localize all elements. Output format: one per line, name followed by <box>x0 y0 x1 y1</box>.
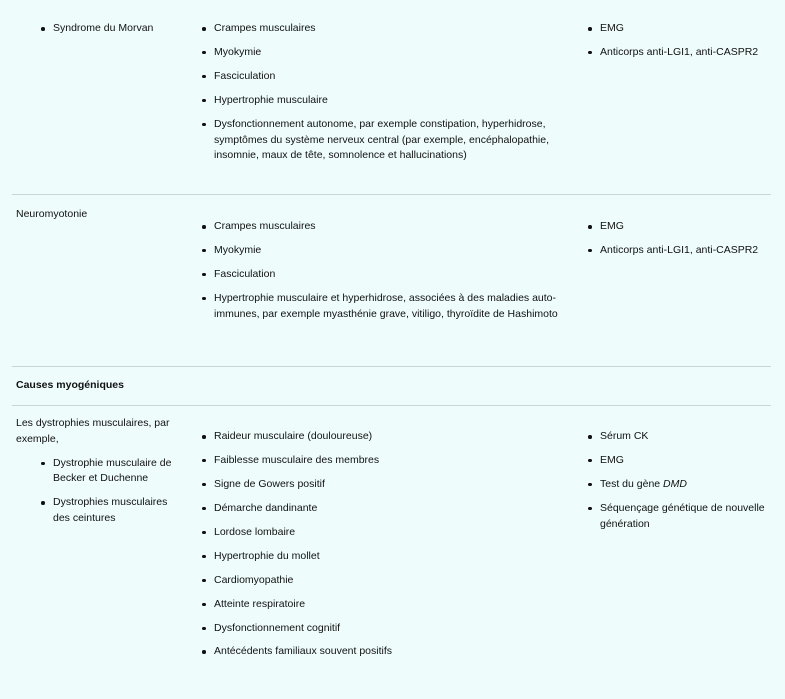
list-item: Fasciculation <box>199 69 569 85</box>
list-item: Lordose lombaire <box>199 525 569 541</box>
cause-cell <box>16 416 176 535</box>
list-item: EMG <box>585 219 770 235</box>
list-item <box>585 477 770 493</box>
symptoms-cell <box>199 429 569 668</box>
list-item: Séquençage génétique de nouvelle génération <box>585 501 770 533</box>
gene-name: DMD <box>663 477 687 490</box>
list-item: Démarche dandinante <box>199 501 569 517</box>
list-item: Atteinte respiratoire <box>199 597 569 613</box>
tests-cell <box>585 219 770 267</box>
list-item: Anticorps anti-LGI1, anti-CASPR2 <box>585 45 770 61</box>
list-item: Myokymie <box>199 45 569 61</box>
list-item: Crampes musculaires <box>199 21 569 37</box>
tests-cell <box>585 429 770 541</box>
symptoms-cell <box>199 21 569 172</box>
list-item: Myokymie <box>199 243 569 259</box>
list-item: Anticorps anti-LGI1, anti-CASPR2 <box>585 243 770 259</box>
cause-cell <box>16 207 181 223</box>
list-item: Fasciculation <box>199 267 569 283</box>
table-row-dystrophies <box>12 406 771 699</box>
list-item: Antécédents familiaux souvent positifs <box>199 644 569 660</box>
cause-label: Neuromyotonie <box>16 208 88 220</box>
list-item: Raideur musculaire (douloureuse) <box>199 429 569 445</box>
list-item: Cardiomyopathie <box>199 573 569 589</box>
list-item: Crampes musculaires <box>199 219 569 235</box>
table-row-neuromyotonie <box>12 195 771 367</box>
list-item: Hypertrophie musculaire <box>199 93 569 109</box>
list-item: Faiblesse musculaire des membres <box>199 453 569 469</box>
list-item: Dysfonctionnement autonome, par exemple constipation, hyperhidrose, symptômes du système nerveux central (par exemple, encéphalopathie, insomnie, maux de tête, somnolence et hallucinations) <box>199 117 569 164</box>
tests-cell <box>585 21 770 69</box>
list-item: EMG <box>585 453 770 469</box>
section-heading: Causes myogéniques <box>16 379 124 391</box>
list-item: Dystrophie musculaire de Becker et Duchenne <box>38 456 176 488</box>
cause-cell <box>16 21 181 45</box>
list-item: Hypertrophie du mollet <box>199 549 569 565</box>
symptoms-cell <box>199 219 569 331</box>
list-item: Syndrome du Morvan <box>38 21 181 37</box>
list-item: Hypertrophie musculaire et hyperhidrose, associées à des maladies auto-immunes, par exemple myasthénie grave, vitiligo, thyroïdite de Hashimoto <box>199 291 569 323</box>
section-heading-row <box>12 367 771 406</box>
list-item: Dysfonctionnement cognitif <box>199 621 569 637</box>
list-item: Signe de Gowers positif <box>199 477 569 493</box>
list-item: EMG <box>585 21 770 37</box>
list-item: Sérum CK <box>585 429 770 445</box>
table-row-morvan <box>12 0 771 195</box>
gene-test-prefix: Test du gène <box>600 477 664 490</box>
list-item: Dystrophies musculaires des ceintures <box>38 495 176 527</box>
cause-intro: Les dystrophies musculaires, par exemple, <box>16 417 170 445</box>
